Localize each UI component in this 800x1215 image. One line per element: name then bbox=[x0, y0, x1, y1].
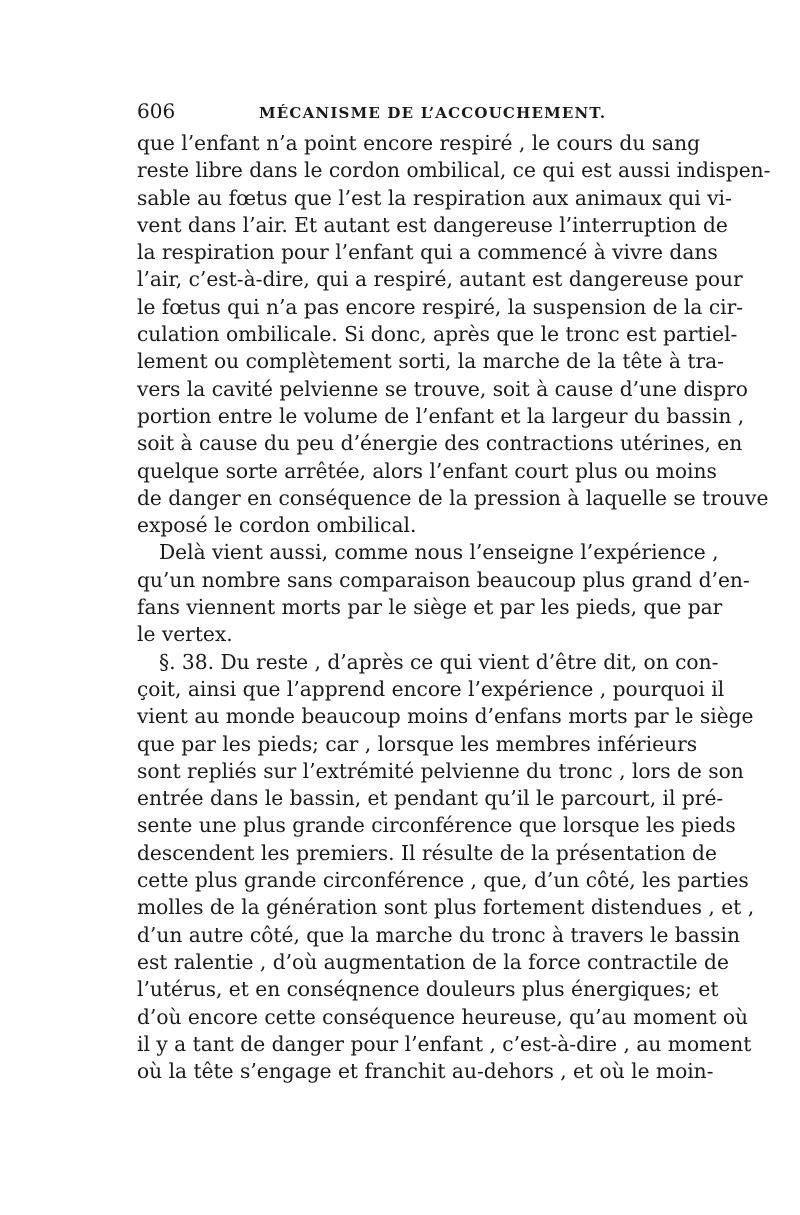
text-line: Delà vient aussi, comme nous l’enseigne l’expérience , bbox=[159, 540, 719, 565]
text-line: fans viennent morts par le siège et par les pieds, que par bbox=[137, 595, 723, 620]
text-line: d’où encore cette conséquence heureuse, qu’au moment où bbox=[137, 1004, 749, 1029]
text-line: §. 38. Du reste , d’après ce qui vient d’être dit, on con- bbox=[159, 649, 719, 674]
text-line: portion entre le volume de l’enfant et la largeur du bassin , bbox=[137, 403, 745, 428]
text-line: vers la cavité pelvienne se trouve, soit à cause d’une dispro bbox=[137, 376, 748, 401]
text-line: est ralentie , d’où augmentation de la force contractile de bbox=[137, 949, 729, 974]
text-line: soit à cause du peu d’énergie des contractions utérines, en bbox=[137, 431, 743, 456]
text-line: exposé le cordon ombilical. bbox=[137, 513, 417, 538]
text-line: que l’enfant n’a point encore respiré , le cours du sang bbox=[137, 131, 701, 155]
text-line: le fœtus qui n’a pas encore respiré, la suspension de la cir- bbox=[137, 294, 744, 319]
text-line: où la tête s’engage et franchit au-dehors , et où le moin- bbox=[137, 1059, 714, 1084]
text-line: vent dans l’air. Et autant est dangereuse l’interruption de bbox=[137, 212, 728, 237]
text-line: entrée dans le bassin, et pendant qu’il le parcourt, il pré- bbox=[137, 786, 724, 811]
text-line: d’un autre côté, que la marche du tronc à travers le bassin bbox=[137, 922, 740, 947]
page-number: 606 bbox=[137, 99, 176, 123]
text-line: sente une plus grande circonférence que lorsque les pieds bbox=[137, 813, 736, 838]
text-line: de danger en conséquence de la pression à laquelle se trouve bbox=[137, 485, 769, 510]
text-line: que par les pieds; car , lorsque les membres inférieurs bbox=[137, 731, 698, 756]
text-line: vient au monde beaucoup moins d’enfans morts par le siège bbox=[137, 704, 754, 729]
running-head: MÉCANISME DE L’ACCOUCHEMENT. bbox=[259, 104, 607, 122]
text-line: reste libre dans le cordon ombilical, ce qui est aussi indispen- bbox=[137, 158, 771, 183]
text-line: cette plus grande circonférence , que, d’un côté, les parties bbox=[137, 868, 749, 893]
body-text bbox=[137, 130, 771, 1085]
text-line: sont repliés sur l’extrémité pelvienne du tronc , lors de son bbox=[137, 758, 744, 783]
text-line: la respiration pour l’enfant qui a commencé à vivre dans bbox=[137, 240, 718, 265]
text-line: culation ombilicale. Si donc, après que le tronc est partiel- bbox=[137, 322, 738, 347]
text-line: lement ou complètement sorti, la marche de la tête à tra- bbox=[137, 349, 724, 374]
text-line: l’utérus, et en conséqnence douleurs plus énergiques; et bbox=[137, 977, 719, 1002]
text-line: descendent les premiers. Il résulte de la présentation de bbox=[137, 840, 717, 865]
text-line: sable au fœtus que l’est la respiration aux animaux qui vi- bbox=[137, 185, 732, 210]
text-line: çoit, ainsi que l’apprend encore l’expérience , pourquoi il bbox=[137, 676, 725, 701]
text-line: qu’un nombre sans comparaison beaucoup plus grand d’en- bbox=[137, 567, 750, 592]
text-line: quelque sorte arrêtée, alors l’enfant court plus ou moins bbox=[137, 458, 717, 483]
text-line: l’air, c’est-à-dire, qui a respiré, autant est dangereuse pour bbox=[137, 267, 743, 292]
text-line: il y a tant de danger pour l’enfant , c’est-à-dire , au moment bbox=[137, 1031, 752, 1056]
text-line: le vertex. bbox=[137, 622, 233, 647]
text-line: molles de la génération sont plus fortement distendues , et , bbox=[137, 895, 755, 920]
